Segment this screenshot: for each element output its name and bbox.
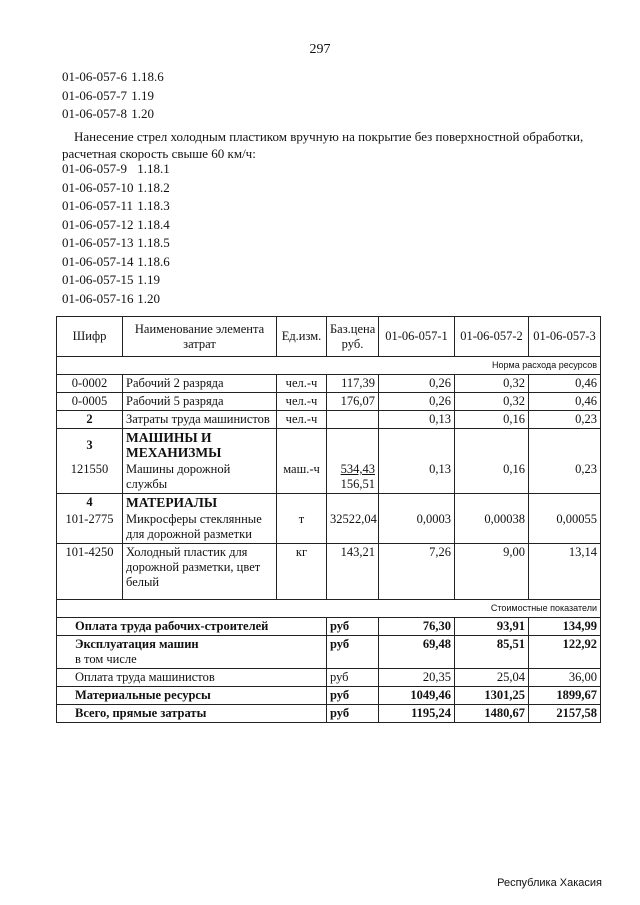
ref: 1.18.6 bbox=[137, 253, 170, 269]
list-item bbox=[62, 271, 170, 290]
cell-unit: т bbox=[277, 511, 327, 544]
cell-value-3: 0,23 bbox=[529, 411, 601, 429]
list-item bbox=[62, 160, 170, 179]
cell-value-1: 0,13 bbox=[379, 411, 455, 429]
table-row bbox=[57, 411, 601, 429]
cell-unit: чел.-ч bbox=[277, 411, 327, 429]
cell-code: 3 bbox=[57, 429, 123, 462]
cost-name: Оплата труда рабочих-строителей bbox=[57, 618, 327, 636]
cell-value-2: 0,32 bbox=[455, 375, 529, 393]
ref: 1.19 bbox=[137, 272, 160, 287]
cell-price bbox=[327, 411, 379, 429]
description-line-1: Нанесение стрел холодным пластиком вручную на покрытие без поверхностной обработки, bbox=[74, 129, 584, 144]
cell-code: 101-2775 bbox=[57, 511, 123, 544]
cost-value-3: 2157,58 bbox=[529, 705, 601, 723]
code: 01-06-057-15 bbox=[62, 272, 134, 287]
code-list-top bbox=[62, 68, 164, 124]
list-item bbox=[62, 87, 164, 106]
cell-unit: кг bbox=[277, 544, 327, 600]
cell-value-2: 9,00 bbox=[455, 544, 529, 600]
ref: 1.20 bbox=[137, 290, 160, 306]
code: 01-06-057-11 bbox=[62, 198, 134, 213]
cost-row bbox=[57, 705, 601, 723]
cell-code: 101-4250 bbox=[57, 544, 123, 600]
code: 01-06-057-7 bbox=[62, 87, 127, 103]
cell-unit: чел.-ч bbox=[277, 393, 327, 411]
ref: 1.18.5 bbox=[137, 235, 170, 250]
cell-value-3: 0,00055 bbox=[529, 511, 601, 544]
cell-price bbox=[327, 429, 379, 462]
cell-price: 117,39 bbox=[327, 375, 379, 393]
ref: 1.20 bbox=[131, 106, 154, 121]
cost-unit: руб bbox=[327, 687, 379, 705]
ref: 1.18.2 bbox=[137, 179, 170, 195]
cell-price: 32522,04 bbox=[327, 511, 379, 544]
price-secondary: 156,51 bbox=[340, 477, 375, 491]
norm-subheader: Норма расхода ресурсов bbox=[57, 357, 601, 375]
code: 01-06-057-9 bbox=[62, 161, 127, 176]
cost-value-2: 93,91 bbox=[455, 618, 529, 636]
cell-price bbox=[327, 461, 379, 494]
list-item bbox=[62, 105, 164, 124]
cell-code: 0-0002 bbox=[57, 375, 123, 393]
cost-value-3: 36,00 bbox=[529, 669, 601, 687]
price-primary: 534,43 bbox=[340, 462, 375, 476]
ref: 1.19 bbox=[131, 87, 154, 103]
code-list-bottom bbox=[62, 160, 170, 308]
cell-value-1: 0,26 bbox=[379, 393, 455, 411]
cell-value-1 bbox=[379, 494, 455, 512]
ref: 1.18.3 bbox=[137, 198, 170, 213]
section-description bbox=[62, 128, 602, 162]
section-row-materials bbox=[57, 494, 601, 512]
cell-value-3: 13,14 bbox=[529, 544, 601, 600]
cell-name: Затраты труда машинистов bbox=[123, 411, 277, 429]
header-code: Шифр bbox=[57, 317, 123, 357]
cost-subheader: Стоимостные показатели bbox=[57, 600, 601, 618]
footer-region: Республика Хакасия bbox=[497, 877, 602, 889]
table-row bbox=[57, 511, 601, 544]
table-row bbox=[57, 375, 601, 393]
cell-value-1 bbox=[379, 429, 455, 462]
cell-value-3: 0,46 bbox=[529, 375, 601, 393]
header-col-1: 01-06-057-1 bbox=[379, 317, 455, 357]
ref: 1.18.4 bbox=[137, 216, 170, 232]
cell-unit bbox=[277, 494, 327, 512]
code: 01-06-057-10 bbox=[62, 179, 134, 195]
header-name: Наименование элемента затрат bbox=[123, 317, 277, 357]
cost-unit: руб bbox=[327, 636, 379, 669]
cost-value-1: 76,30 bbox=[379, 618, 455, 636]
cell-code: 121550 bbox=[57, 461, 123, 494]
cell-price: 143,21 bbox=[327, 544, 379, 600]
cost-row bbox=[57, 669, 601, 687]
cell-value-3: 0,23 bbox=[529, 461, 601, 494]
cost-value-3: 122,92 bbox=[529, 636, 601, 669]
code: 01-06-057-12 bbox=[62, 216, 134, 232]
cost-value-2: 1301,25 bbox=[455, 687, 529, 705]
ref: 1.18.1 bbox=[137, 161, 170, 176]
code: 01-06-057-8 bbox=[62, 106, 127, 121]
cost-value-3: 1899,67 bbox=[529, 687, 601, 705]
list-item bbox=[62, 216, 170, 235]
cell-unit bbox=[277, 429, 327, 462]
cell-value-2: 0,00038 bbox=[455, 511, 529, 544]
cell-code: 2 bbox=[57, 411, 123, 429]
cell-code: 4 bbox=[57, 494, 123, 512]
table-header-row bbox=[57, 317, 601, 357]
cost-value-3: 134,99 bbox=[529, 618, 601, 636]
cost-value-1: 20,35 bbox=[379, 669, 455, 687]
cost-value-1: 1195,24 bbox=[379, 705, 455, 723]
cell-value-1: 0,0003 bbox=[379, 511, 455, 544]
cell-value-1: 0,26 bbox=[379, 375, 455, 393]
header-unit: Ед.изм. bbox=[277, 317, 327, 357]
cost-value-2: 25,04 bbox=[455, 669, 529, 687]
cost-value-2: 85,51 bbox=[455, 636, 529, 669]
cell-code: 0-0005 bbox=[57, 393, 123, 411]
cost-row bbox=[57, 636, 601, 669]
list-item bbox=[62, 234, 170, 253]
cell-name: Холодный пластик для дорожной разметки, цвет белый bbox=[123, 544, 277, 600]
page-number: 297 bbox=[309, 42, 331, 57]
ref: 1.18.6 bbox=[131, 69, 164, 84]
table-row bbox=[57, 393, 601, 411]
cell-value-2: 0,32 bbox=[455, 393, 529, 411]
table-row bbox=[57, 461, 601, 494]
header-price: Баз.цена руб. bbox=[327, 317, 379, 357]
list-item bbox=[62, 179, 170, 198]
cost-value-1: 69,48 bbox=[379, 636, 455, 669]
cell-unit: чел.-ч bbox=[277, 375, 327, 393]
cell-price bbox=[327, 494, 379, 512]
cost-value-2: 1480,67 bbox=[455, 705, 529, 723]
cell-name: Микросферы стеклянные для дорожной разметки bbox=[123, 511, 277, 544]
cost-unit: руб bbox=[327, 705, 379, 723]
section-row-machines bbox=[57, 429, 601, 462]
cell-value-1: 7,26 bbox=[379, 544, 455, 600]
header-col-2: 01-06-057-2 bbox=[455, 317, 529, 357]
cost-name: Оплата труда машинистов bbox=[57, 669, 327, 687]
cell-value-2: 0,16 bbox=[455, 461, 529, 494]
cell-name: Рабочий 5 разряда bbox=[123, 393, 277, 411]
code: 01-06-057-6 bbox=[62, 69, 127, 84]
table-row bbox=[57, 544, 601, 600]
cost-unit: руб bbox=[327, 669, 379, 687]
header-col-3: 01-06-057-3 bbox=[529, 317, 601, 357]
cell-value-2: 0,16 bbox=[455, 411, 529, 429]
cell-value-3 bbox=[529, 429, 601, 462]
section-title: МАТЕРИАЛЫ bbox=[123, 494, 277, 512]
cost-row bbox=[57, 618, 601, 636]
code: 01-06-057-16 bbox=[62, 290, 134, 306]
cell-value-2 bbox=[455, 494, 529, 512]
cell-unit: маш.-ч bbox=[277, 461, 327, 494]
cell-name: Рабочий 2 разряда bbox=[123, 375, 277, 393]
cost-name: Всего, прямые затраты bbox=[57, 705, 327, 723]
cost-value-1: 1049,46 bbox=[379, 687, 455, 705]
cell-price: 176,07 bbox=[327, 393, 379, 411]
cost-row bbox=[57, 687, 601, 705]
resource-norms-table bbox=[56, 316, 601, 723]
list-item bbox=[62, 68, 164, 87]
cell-value-1: 0,13 bbox=[379, 461, 455, 494]
cost-unit: руб bbox=[327, 618, 379, 636]
cost-name: Материальные ресурсы bbox=[57, 687, 327, 705]
cell-name: Машины дорожной службы bbox=[123, 461, 277, 494]
cost-name: Эксплуатация машин в том числе bbox=[57, 636, 327, 669]
list-item bbox=[62, 197, 170, 216]
cost-subheader-row bbox=[57, 600, 601, 618]
section-title: МАШИНЫ И МЕХАНИЗМЫ bbox=[123, 429, 277, 462]
code: 01-06-057-14 bbox=[62, 253, 134, 269]
norm-subheader-row bbox=[57, 357, 601, 375]
description-line-2: расчетная скорость свыше 60 км/ч: bbox=[62, 146, 256, 161]
cell-value-2 bbox=[455, 429, 529, 462]
cell-value-3 bbox=[529, 494, 601, 512]
list-item bbox=[62, 290, 170, 309]
list-item bbox=[62, 253, 170, 272]
cell-value-3: 0,46 bbox=[529, 393, 601, 411]
code: 01-06-057-13 bbox=[62, 235, 134, 250]
